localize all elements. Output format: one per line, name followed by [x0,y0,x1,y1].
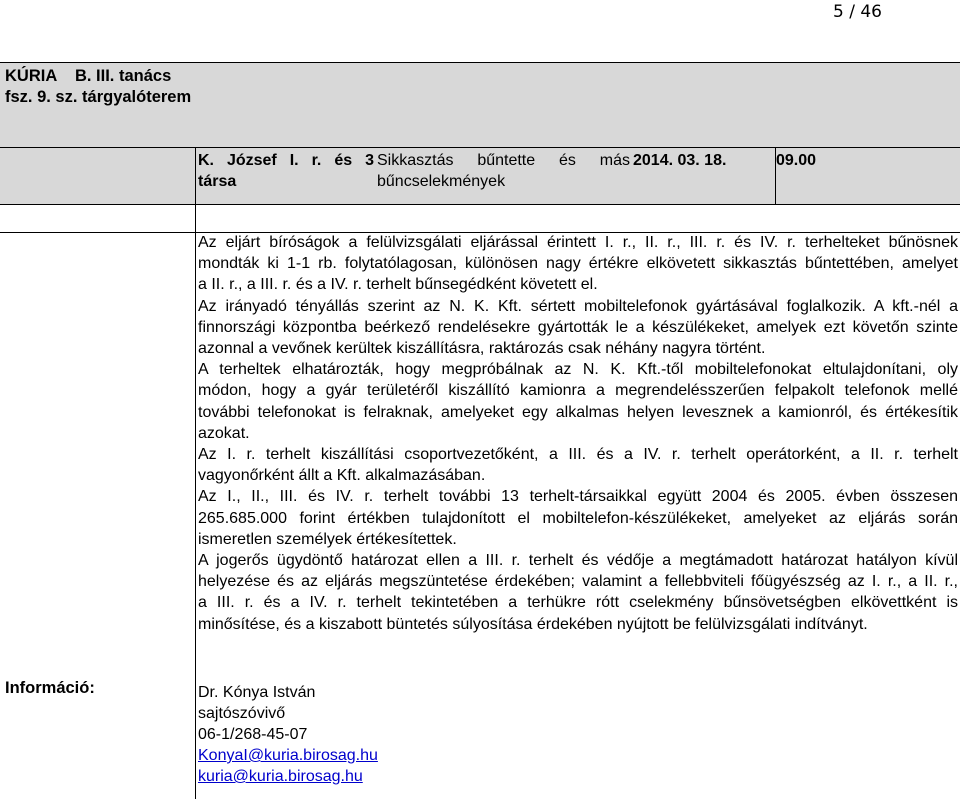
contact-block [198,682,378,787]
spacer-row [0,204,960,232]
summary-line: azonnal a vevőnek kerültek kiszállításra, raktározás csak néhány nagyra történt. [198,340,766,358]
summary-line: vagyonőrként állt a Kft. alkalmazásában. [198,467,486,485]
summary-line: 265.685.000 forint értékben tulajdonított el mobiltelefon-készülékeket, amelyeket az eljárás során [198,509,958,527]
court-line-1: KÚRIA B. III. tanács [5,67,172,85]
summary-line: Az irányadó tényállás szerint az N. K. Kft. sértett mobiltelefonok gyártásával foglalkozik. A kft.-nél a [198,297,958,315]
table-rule-2 [0,204,960,205]
case-parties: K. József I. r. és 3 társa [198,152,374,190]
contact-email-link-1[interactable]: KonyaI@kuria.birosag.hu [198,747,378,764]
summary-line: a III. r. és a IV. r. terhelt tekintetében a terhükre rótt cselekmény bűnsövetségben elkövettként is [198,594,958,612]
contact-email-link-2[interactable]: kuria@kuria.birosag.hu [198,768,363,785]
table-rule-1 [0,147,960,148]
contact-phone: 06-1/268-45-07 [198,726,308,743]
court-info [5,66,191,108]
case-time: 09.00 [776,152,817,169]
summary-line: minősítése, és a kiszabott büntetés súlyosítása érdekében nyújtott be felülvizsgálati indítványt. [198,615,868,633]
table-border-top [0,62,960,63]
summary-line: a II. r., a III. r. és a IV. r. terhelt bűnsegédként követett el. [198,276,598,294]
summary-line: Az I. r. terhelt kiszállítási csoportvezetőként, a III. és a IV. r. terhelt operátorként, a II. r. terhelt [198,446,958,464]
case-crime: Sikkasztás bűntette és más bűncselekmények [377,152,630,190]
info-label: Információ: [5,679,95,697]
contact-name: Dr. Kónya István [198,684,316,701]
summary-line: A terheltek elhatározták, hogy megpróbálnak az N. K. Kft.-től mobiltelefonokat eltulajdonítani, oly [198,361,958,379]
summary-line: mondták ki 1-1 rb. folytatólagosan, különösen nagy értékre elkövetett sikkasztás bűntettében, amelyet [198,255,958,273]
case-date: 2014. 03. 18. [633,152,727,169]
summary-line: finnországi központba beérkező rendelésekre gyártották le a készülékeket, amelyek ezt követőn szinte [198,318,958,336]
summary-line: A jogerős ügydöntő határozat ellen a III. r. terhelt és védője a megtámadott határozat hatályon kívül [198,552,958,570]
summary-line: ismeretlen személyek értékesítettek. [198,530,457,548]
summary-line: Az I., II., III. és IV. r. terhelt további 13 terhelt-társaikkal együtt 2004 és 2005. évben összesen [198,488,958,506]
summary-line: módon, hogy a gyár területéről kiszállító kamionra a megrendelésszerűen felpakolt telefonok mellé [198,382,958,400]
court-line-2: fsz. 9. sz. tárgyalóterem [5,88,192,106]
summary-line: további telefonokat is felraknak, amelyeket egy alkalmas helyen levesznek a kamionról, és értékesítik [198,403,958,421]
page-number: 5 / 46 [833,2,882,22]
summary-line: azokat. [198,424,250,442]
case-summary [198,232,958,635]
summary-line: helyezése és az eljárás megszüntetése érdekében; valamint a fellebbviteli főügyészség az I. r., a II. r., [198,573,958,591]
summary-line: Az eljárt bíróságok a felülvizsgálati eljárással érintett I. r., II. r., III. r. és IV. r. terhelteket bűnösnek [198,234,958,251]
table-column-rule [195,147,196,799]
contact-role: sajtószóvivő [198,705,286,722]
